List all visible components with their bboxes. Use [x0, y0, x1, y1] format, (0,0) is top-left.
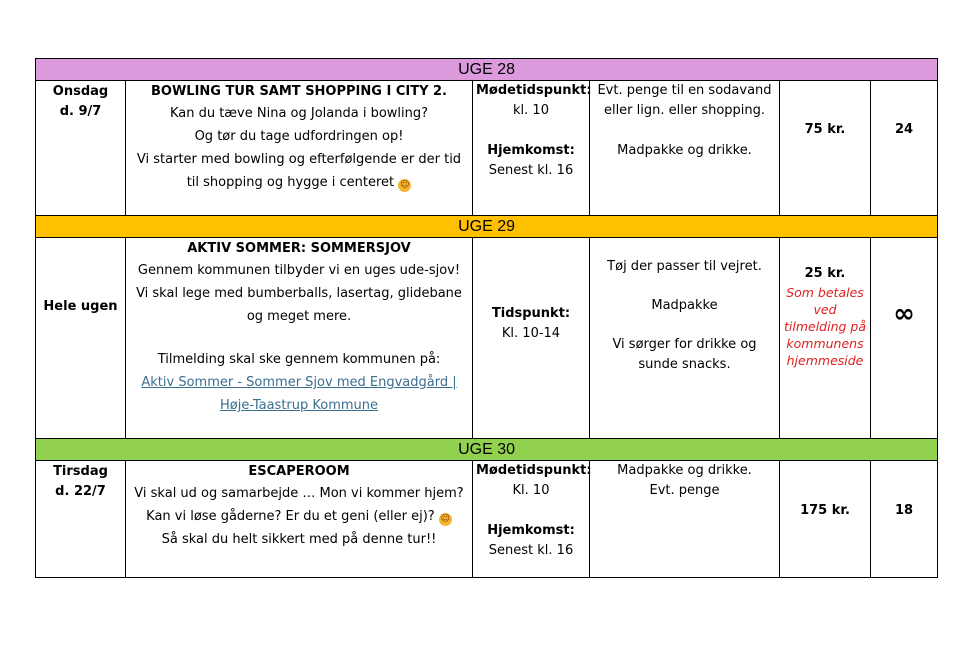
price-note: ved	[813, 301, 837, 317]
bring-line: sunde snacks.	[638, 357, 731, 372]
bring-line: Vi sørger for drikke og	[612, 337, 757, 352]
activity-description	[126, 81, 473, 216]
description-line: Vi skal lege med bumberballs, lasertag, glidebane	[136, 286, 462, 301]
meeting-info	[473, 461, 590, 578]
meet-time: kl. 10	[513, 103, 549, 118]
description-line: Vi starter med bowling og efterfølgende er der tid	[136, 152, 462, 167]
activity-title: AKTIV SOMMER: SOMMERSJOV	[187, 241, 411, 256]
bring-info	[590, 81, 780, 216]
activity-title: BOWLING TUR SAMT SHOPPING I CITY 2.	[150, 84, 447, 99]
time-info	[473, 238, 590, 439]
bring-line: Madpakke og drikke.	[617, 463, 752, 478]
activity-day	[36, 81, 126, 216]
meet-time: Kl. 10	[512, 483, 550, 498]
week-30-label: UGE 30	[36, 439, 938, 461]
week-29-label: UGE 29	[36, 216, 938, 238]
meeting-info	[473, 81, 590, 216]
smiley-icon: ☺	[440, 514, 451, 524]
week-28-label: UGE 28	[36, 59, 938, 81]
day-name: Onsdag	[52, 84, 109, 99]
bring-line: Evt. penge til en sodavand	[597, 83, 772, 98]
bring-line: Madpakke og drikke.	[617, 143, 752, 158]
price	[780, 238, 871, 439]
price-note: kommunens	[786, 335, 864, 351]
description-line: Vi skal ud og samarbejde … Mon vi kommer hjem?	[134, 486, 464, 501]
price-note: tilmelding på	[783, 318, 867, 334]
infinity-icon: ∞	[893, 298, 915, 329]
time-value: Kl. 10-14	[501, 326, 561, 341]
description-line: Kan vi løse gåderne? Er du et geni (eller ej)? ☺	[146, 509, 451, 524]
activity-description	[126, 461, 473, 578]
price: 175 kr.	[780, 461, 871, 578]
bring-info	[590, 238, 780, 439]
spots: 24	[871, 81, 938, 216]
home-time: Senest kl. 16	[488, 543, 574, 558]
description-line: Så skal du helt sikkert med på denne tur!!	[161, 532, 437, 547]
description-line: Og tør du tage udfordringen op!	[194, 129, 404, 144]
price-note: hjemmeside	[786, 352, 864, 368]
bring-line: eller lign. eller shopping.	[603, 103, 766, 118]
bring-info	[590, 461, 780, 578]
description-line: til shopping og hygge i centeret ☺	[186, 175, 410, 190]
spots	[871, 238, 938, 439]
home-label: Hjemkomst:	[487, 523, 575, 538]
description-line: Tilmelding skal ske gennem kommunen på:	[157, 352, 441, 367]
activity-day: Hele ugen	[36, 238, 126, 439]
week-30-header-row	[36, 439, 938, 461]
aktiv-sommer-link[interactable]: Høje-Taastrup Kommune	[219, 398, 379, 413]
time-label: Tidspunkt:	[491, 306, 571, 321]
day-name: Tirsdag	[53, 464, 108, 479]
bring-line: Madpakke	[651, 298, 718, 313]
meet-label: Mødetidspunkt:	[476, 83, 592, 98]
home-time: Senest kl. 16	[488, 163, 574, 178]
activity-schedule-table	[35, 58, 938, 578]
week-30-activity-row	[36, 461, 938, 578]
meet-label: Mødetidspunkt:	[476, 463, 592, 478]
week-29-activity-row	[36, 238, 938, 439]
description-line: Gennem kommunen tilbyder vi en uges ude-sjov!	[137, 263, 461, 278]
home-label: Hjemkomst:	[487, 143, 575, 158]
activity-title: ESCAPEROOM	[248, 464, 350, 479]
price-note: Som betales	[786, 284, 864, 300]
activity-day	[36, 461, 126, 578]
day-date: d. 22/7	[55, 484, 106, 499]
bring-line: Tøj der passer til vejret.	[607, 259, 762, 274]
bring-line: Evt. penge	[649, 483, 720, 498]
spots: 18	[871, 461, 938, 578]
week-28-activity-row	[36, 81, 938, 216]
aktiv-sommer-link[interactable]: Aktiv Sommer - Sommer Sjov med Engvadgård |	[141, 375, 457, 390]
price: 75 kr.	[780, 81, 871, 216]
day-date: d. 9/7	[59, 104, 102, 119]
activity-description	[126, 238, 473, 439]
description-line: Kan du tæve Nina og Jolanda i bowling?	[169, 106, 429, 121]
week-28-header-row	[36, 59, 938, 81]
smiley-icon: ☺	[400, 180, 410, 190]
week-29-header-row	[36, 216, 938, 238]
price-value: 25 kr.	[804, 265, 846, 281]
description-line: og meget mere.	[246, 309, 352, 324]
